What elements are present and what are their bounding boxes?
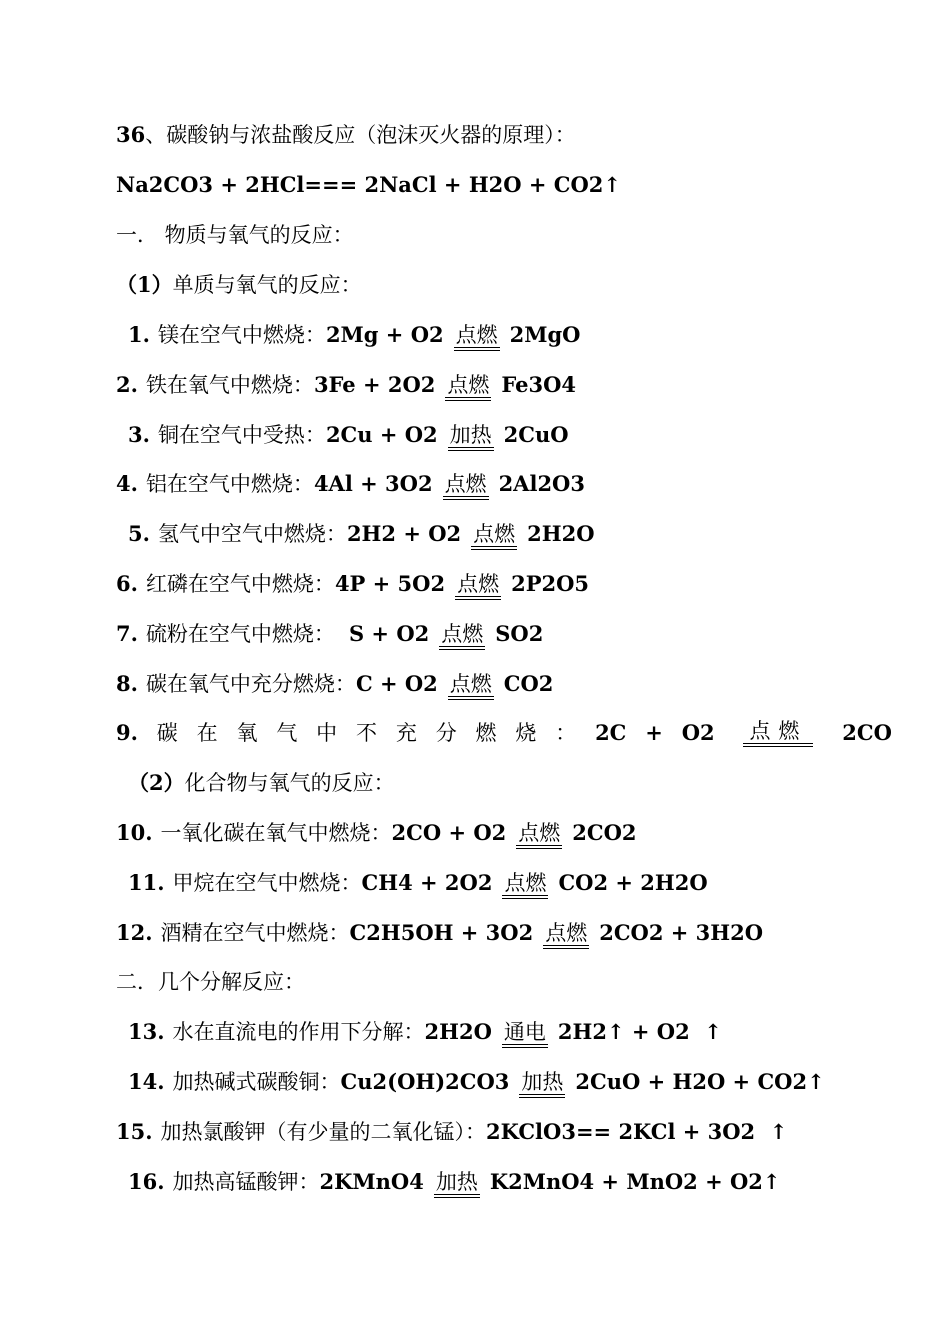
- condition-label: 通电: [502, 1020, 548, 1048]
- condition-label: 点燃: [448, 672, 494, 700]
- section1-heading: 一． 物质与氧气的反应：: [116, 223, 354, 247]
- condition-label: 点燃: [502, 871, 548, 899]
- condition-label: 点燃: [445, 373, 491, 401]
- reaction-12: 12. 酒精在空气中燃烧：C2H5OH + 3O2 点燃 2CO2 + 3H2O: [116, 919, 763, 947]
- reaction-1: 1. 镁在空气中燃烧：2Mg + O2 点燃 2MgO: [128, 321, 580, 349]
- reaction-9: 9. 碳 在 氧 气 中 不 充 分 燃 烧 ： 2C + O2 点燃 2CO: [116, 719, 892, 745]
- condition-label: 加热: [434, 1170, 480, 1198]
- subsection1-heading: （1）单质与氧气的反应：: [116, 272, 362, 297]
- reaction-7: 7. 硫粉在空气中燃烧： S + O2 点燃 SO2: [116, 620, 543, 648]
- reaction-13: 13. 水在直流电的作用下分解：2H2O 通电 2H2↑ + O2 ↑: [128, 1018, 722, 1046]
- reaction-11: 11. 甲烷在空气中燃烧：CH4 + 2O2 点燃 CO2 + 2H2O: [128, 869, 708, 897]
- condition-label: 点燃: [439, 622, 485, 650]
- reaction-15: 15. 加热氯酸钾（有少量的二氧化锰）：2KClO3== 2KCl + 3O2 ↑: [116, 1119, 788, 1144]
- subsection2-heading: （2）化合物与氧气的反应：: [128, 770, 395, 795]
- condition-label: 加热: [448, 423, 494, 451]
- intro-equation: Na2CO3 + 2HCl=== 2NaCl + H2O + CO2↑: [116, 172, 621, 197]
- section2-heading: 二．几个分解反应：: [116, 970, 305, 994]
- reaction-2: 2. 铁在氧气中燃烧：3Fe + 2O2 点燃 Fe3O4: [116, 371, 576, 399]
- reaction-8: 8. 碳在氧气中充分燃烧：C + O2 点燃 CO2: [116, 670, 553, 698]
- reaction-3: 3. 铜在空气中受热：2Cu + O2 加热 2CuO: [128, 421, 569, 449]
- intro-title: 36、碳酸钠与浓盐酸反应（泡沫灭火器的原理）：: [116, 122, 576, 147]
- reaction-6: 6. 红磷在空气中燃烧：4P + 5O2 点燃 2P2O5: [116, 570, 589, 598]
- reaction-5: 5. 氢气中空气中燃烧：2H2 + O2 点燃 2H2O: [128, 520, 594, 548]
- condition-label: 点燃: [471, 522, 517, 550]
- condition-label: 点燃: [743, 719, 813, 747]
- condition-label: 点燃: [543, 921, 589, 949]
- condition-label: 点燃: [454, 323, 500, 351]
- reaction-10: 10. 一氧化碳在氧气中燃烧：2CO + O2 点燃 2CO2: [116, 819, 637, 847]
- reaction-4: 4. 铝在空气中燃烧：4Al + 3O2 点燃 2Al2O3: [116, 470, 585, 498]
- condition-label: 加热: [519, 1070, 565, 1098]
- condition-label: 点燃: [455, 572, 501, 600]
- condition-label: 点燃: [516, 821, 562, 849]
- reaction-16: 16. 加热高锰酸钾：2KMnO4 加热 K2MnO4 + MnO2 + O2↑: [128, 1168, 780, 1196]
- condition-label: 点燃: [443, 472, 489, 500]
- reaction-14: 14. 加热碱式碳酸铜：Cu2(OH)2CO3 加热 2CuO + H2O + CO2↑: [128, 1068, 825, 1096]
